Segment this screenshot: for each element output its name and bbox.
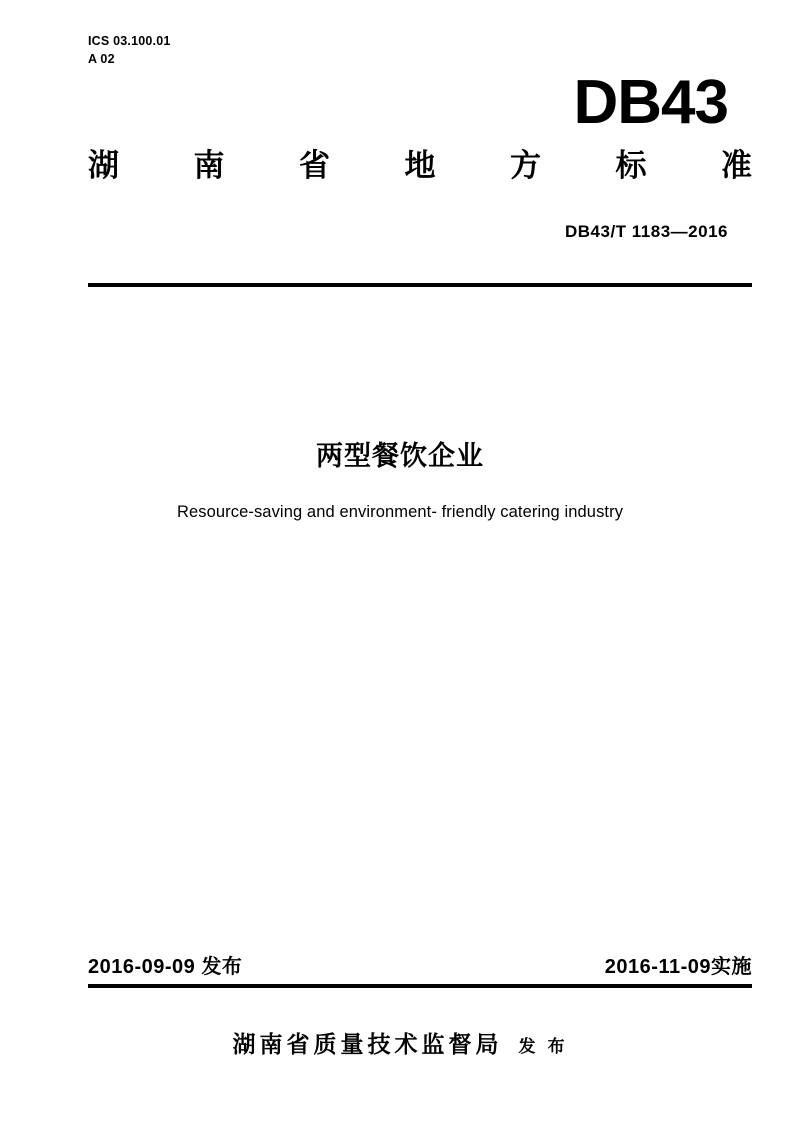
standard-type-char: 湖 [88,148,119,184]
ccs-code: A 02 [88,52,115,67]
standard-type-char: 方 [510,148,541,184]
standard-type-char: 准 [721,148,752,184]
ics-classification-block [88,32,171,68]
implementation-date: 2016-11-09实施 [604,956,752,978]
date-row [88,950,752,979]
db43-logo: DB43 [573,68,728,137]
standard-type-char: 南 [193,148,225,184]
standard-type-char: 标 [615,148,647,184]
standard-number: DB43/T 1183—2016 [565,222,728,241]
document-title-english: Resource-saving and environment- friendly catering industry [176,503,624,521]
ics-code: ICS 03.100.01 [88,34,171,48]
publisher-line [0,1026,800,1059]
publisher-verb: 发 布 [518,1037,568,1057]
standard-type-char: 地 [404,148,436,184]
standard-type-char: 省 [299,148,330,184]
issue-date: 2016-09-09 发布 [88,956,243,978]
document-title-chinese: 两型餐饮企业 [316,441,484,472]
footer-divider [88,984,752,988]
standard-type-line [88,140,752,185]
publisher-organization: 湖南省质量技术监督局 [232,1032,503,1058]
header-divider [88,283,752,287]
